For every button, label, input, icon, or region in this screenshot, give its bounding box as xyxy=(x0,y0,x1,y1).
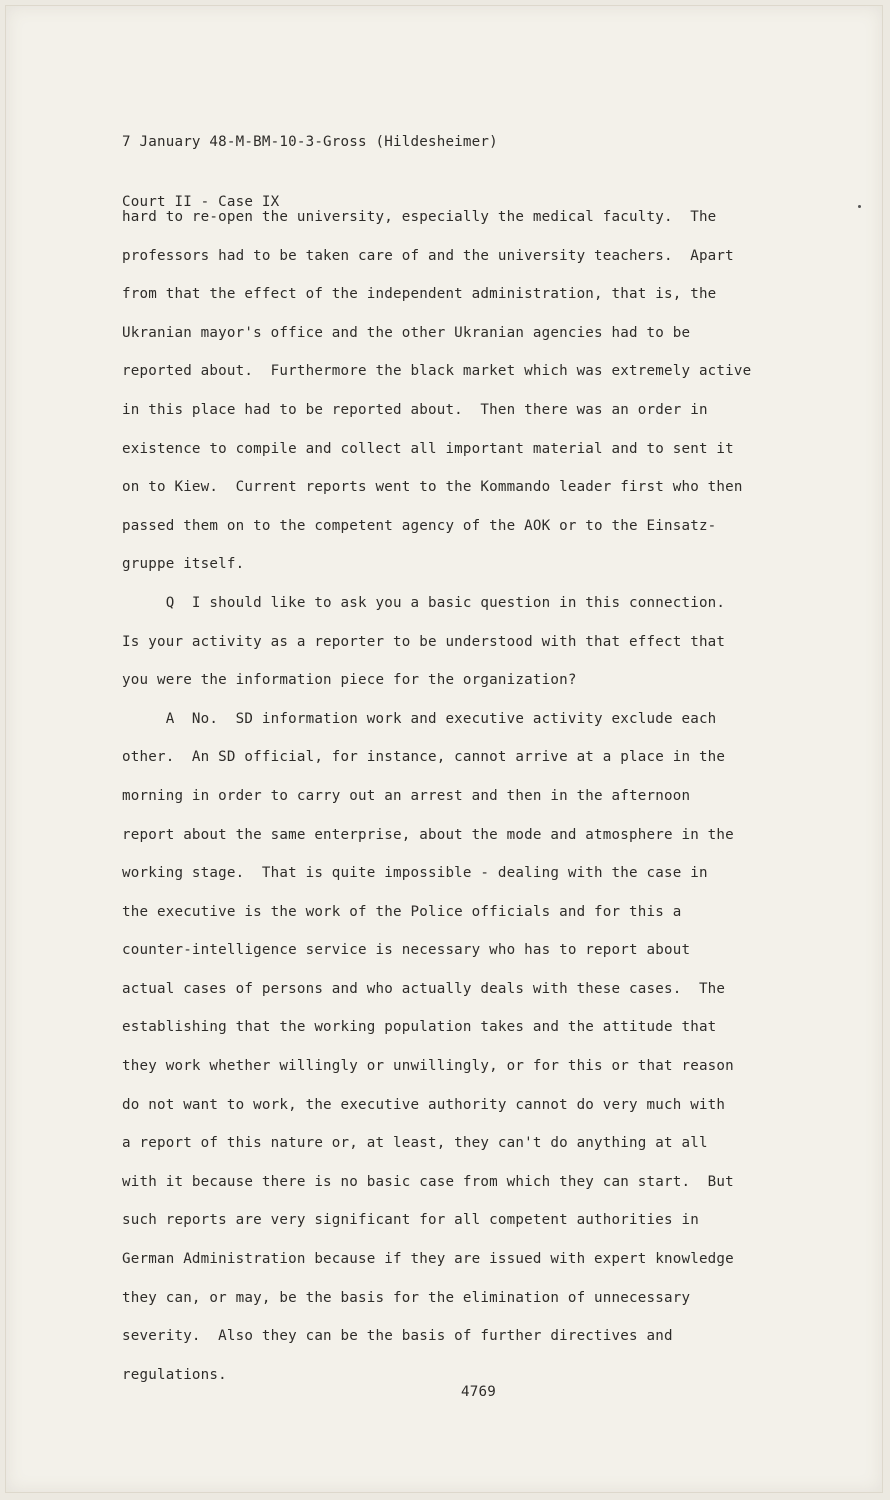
transcript-line: counter-intelligence service is necessary who has to report about xyxy=(122,942,691,959)
paper-speck xyxy=(858,205,861,208)
transcript-line: such reports are very significant for all competent authorities in xyxy=(122,1212,699,1229)
transcript-line: actual cases of persons and who actually deals with these cases. The xyxy=(122,980,726,997)
transcript-line: other. An SD official, for instance, cannot arrive at a place in the xyxy=(122,749,726,766)
transcript-line: establishing that the working population takes and the attitude that xyxy=(122,1019,717,1036)
header-case-reference: 7 January 48-M-BM-10-3-Gross (Hildesheimer) xyxy=(122,134,498,150)
transcript-line: passed them on to the competent agency of the AOK or to the Einsatz- xyxy=(122,517,717,534)
transcript-line: hard to re-open the university, especially the medical faculty. The xyxy=(122,209,717,225)
transcript-line: regulations. xyxy=(122,1366,227,1383)
transcript-line: severity. Also they can be the basis of further directives and xyxy=(122,1328,673,1345)
transcript-line: German Administration because if they are issued with expert knowledge xyxy=(122,1251,734,1268)
transcript-line: Is your activity as a reporter to be understood with that effect that xyxy=(122,633,726,650)
transcript-line: in this place had to be reported about. Then there was an order in xyxy=(122,401,708,418)
transcript-line: existence to compile and collect all important material and to sent it xyxy=(122,440,734,457)
transcript-line: morning in order to carry out an arrest and then in the afternoon xyxy=(122,787,691,804)
answer-line: A No. SD information work and executive activity exclude each xyxy=(122,710,717,727)
transcript-line: Ukranian mayor's office and the other Ukranian agencies had to be xyxy=(122,324,691,341)
transcript-line: report about the same enterprise, about the mode and atmosphere in the xyxy=(122,826,734,843)
page-number: 4769 xyxy=(461,1384,496,1400)
transcript-line: a report of this nature or, at least, they can't do anything at all xyxy=(122,1135,708,1152)
transcript-line: on to Kiew. Current reports went to the Kommando leader first who then xyxy=(122,479,743,496)
transcript-body xyxy=(122,203,822,1399)
question-line: Q I should like to ask you a basic question in this connection. xyxy=(122,594,726,611)
transcript-line: with it because there is no basic case from which they can start. But xyxy=(122,1173,734,1190)
transcript-line: reported about. Furthermore the black market which was extremely active xyxy=(122,363,752,380)
document-page xyxy=(5,5,883,1493)
transcript-line: gruppe itself. xyxy=(122,556,245,573)
transcript-line: you were the information piece for the organization? xyxy=(122,672,577,689)
transcript-line: they work whether willingly or unwillingly, or for this or that reason xyxy=(122,1058,734,1075)
transcript-line: the executive is the work of the Police officials and for this a xyxy=(122,903,682,920)
header-court: Court II - Case IX xyxy=(122,194,280,210)
transcript-line: from that the effect of the independent administration, that is, the xyxy=(122,286,717,303)
transcript-line: professors had to be taken care of and the university teachers. Apart xyxy=(122,247,734,264)
transcript-line: do not want to work, the executive authority cannot do very much with xyxy=(122,1096,726,1113)
transcript-line: they can, or may, be the basis for the elimination of unnecessary xyxy=(122,1289,691,1306)
transcript-line: working stage. That is quite impossible - dealing with the case in xyxy=(122,865,708,882)
